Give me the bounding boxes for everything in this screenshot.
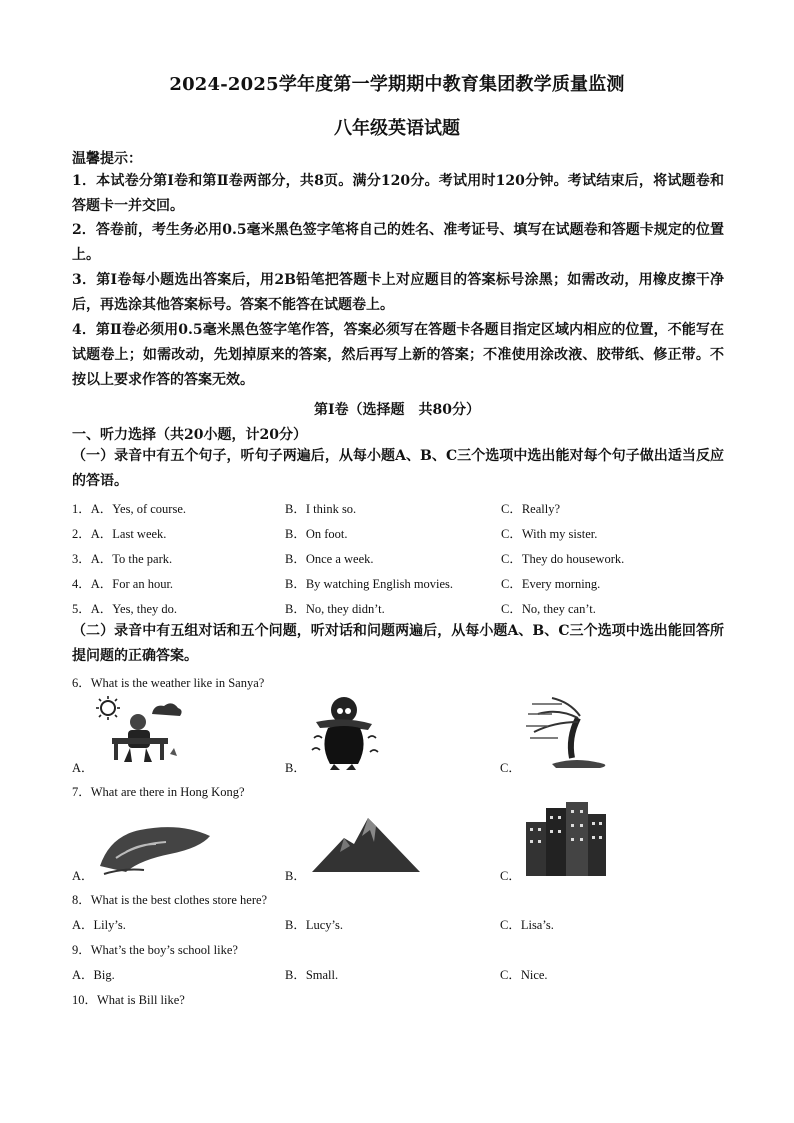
option-b: B．I think so. xyxy=(285,502,357,516)
section-title: 第Ⅰ卷（选择题 共80分） xyxy=(313,402,481,418)
option-b-label: B． xyxy=(285,761,306,775)
option-c: C．Nice. xyxy=(500,968,548,982)
option-c: C．Every morning. xyxy=(501,577,601,591)
question-row xyxy=(72,499,732,521)
subpart-1-instructions: （一）录音中有五个句子，听句子两遍后，从每小题A、B、C三个选项中选出能对每个句子做出适当反应的答语。 xyxy=(72,448,724,489)
option-a: A．Lily’s. xyxy=(72,918,126,932)
question-row xyxy=(72,574,732,596)
tall-buildings-icon xyxy=(524,800,608,876)
option-a: 5．A．Yes, they do. xyxy=(72,602,177,616)
option-c: C．With my sister. xyxy=(501,527,598,541)
option-c: C．Lisa’s. xyxy=(500,918,554,932)
question-9: 9．What’s the boy’s school like? xyxy=(72,943,238,957)
tip-item-4: 4．第Ⅱ卷必须用0.5毫米黑色签字笔作答，答案必须写在答题卡各题目指定区域内相应的位置，不能写在试题卷上；如需改动，先划掉原来的答案，然后再写上新的答案；不准使用涂改液、胶带纸、修正带。不按以上要求作答的答案无效。 xyxy=(72,322,724,388)
windy-tree-icon xyxy=(522,694,614,768)
option-a: A．Big. xyxy=(72,968,115,982)
option-b: B．On foot. xyxy=(285,527,348,541)
option-b: B．By watching English movies. xyxy=(285,577,454,591)
option-b: B．No, they didn’t. xyxy=(285,602,385,616)
option-a: 2．A．Last week. xyxy=(72,527,167,541)
part-heading: 一、听力选择（共20小题，计20分） xyxy=(72,427,307,443)
tip-item-3: 3．第Ⅰ卷每小题选出答案后，用2B铅笔把答题卡上对应题目的答案标号涂黑；如需改动，用橡皮擦干净后，再选涂其他答案标号。答案不能答在试题卷上。 xyxy=(72,272,724,313)
option-a-label: A． xyxy=(72,869,94,883)
page-title: 2024-2025学年度第一学期期中教育集团教学质量监测 xyxy=(169,74,625,95)
sunny-hot-person-icon xyxy=(94,694,184,766)
mountain-icon xyxy=(310,812,422,874)
tips-heading: 温馨提示： xyxy=(72,151,142,167)
option-c: C．They do housework. xyxy=(501,552,625,566)
option-b: B．Small. xyxy=(285,968,339,982)
option-c-label: C． xyxy=(500,761,521,775)
question-row xyxy=(72,599,732,621)
option-b: B．Once a week. xyxy=(285,552,374,566)
question-6: 6．What is the weather like in Sanya? xyxy=(72,676,265,690)
question-7: 7．What are there in Hong Kong? xyxy=(72,785,245,799)
cold-shivering-person-icon xyxy=(310,694,380,772)
option-a: 1．A．Yes, of course. xyxy=(72,502,187,516)
subpart-2-instructions: （二）录音中有五组对话和五个问题，听对话和问题两遍后，从每小题A、B、C三个选项中选出能回答所提问题的正确答案。 xyxy=(72,623,724,664)
cloud-icon xyxy=(96,822,214,878)
question-row xyxy=(72,524,732,546)
tip-item-1: 1．本试卷分第Ⅰ卷和第Ⅱ卷两部分，共8页。满分120分。考试用时120分钟。考试结束后，将试题卷和答题卡一并交回。 xyxy=(72,173,724,214)
option-c: C．Really? xyxy=(501,502,561,516)
option-a-label: A． xyxy=(72,761,94,775)
option-c-label: C． xyxy=(500,869,521,883)
tip-item-2: 2．答卷前，考生务必用0.5毫米黑色签字笔将自己的姓名、准考证号、填写在试题卷和答题卡规定的位置上。 xyxy=(72,222,724,263)
question-row xyxy=(72,549,732,571)
option-c: C．No, they can’t. xyxy=(501,602,596,616)
option-b-label: B． xyxy=(285,869,306,883)
question-8: 8．What is the best clothes store here? xyxy=(72,893,268,907)
page-subtitle: 八年级英语试题 xyxy=(334,118,460,139)
option-a: 4．A．For an hour. xyxy=(72,577,174,591)
question-10: 10．What is Bill like? xyxy=(72,993,185,1007)
option-b: B．Lucy’s. xyxy=(285,918,343,932)
option-a: 3．A．To the park. xyxy=(72,552,173,566)
